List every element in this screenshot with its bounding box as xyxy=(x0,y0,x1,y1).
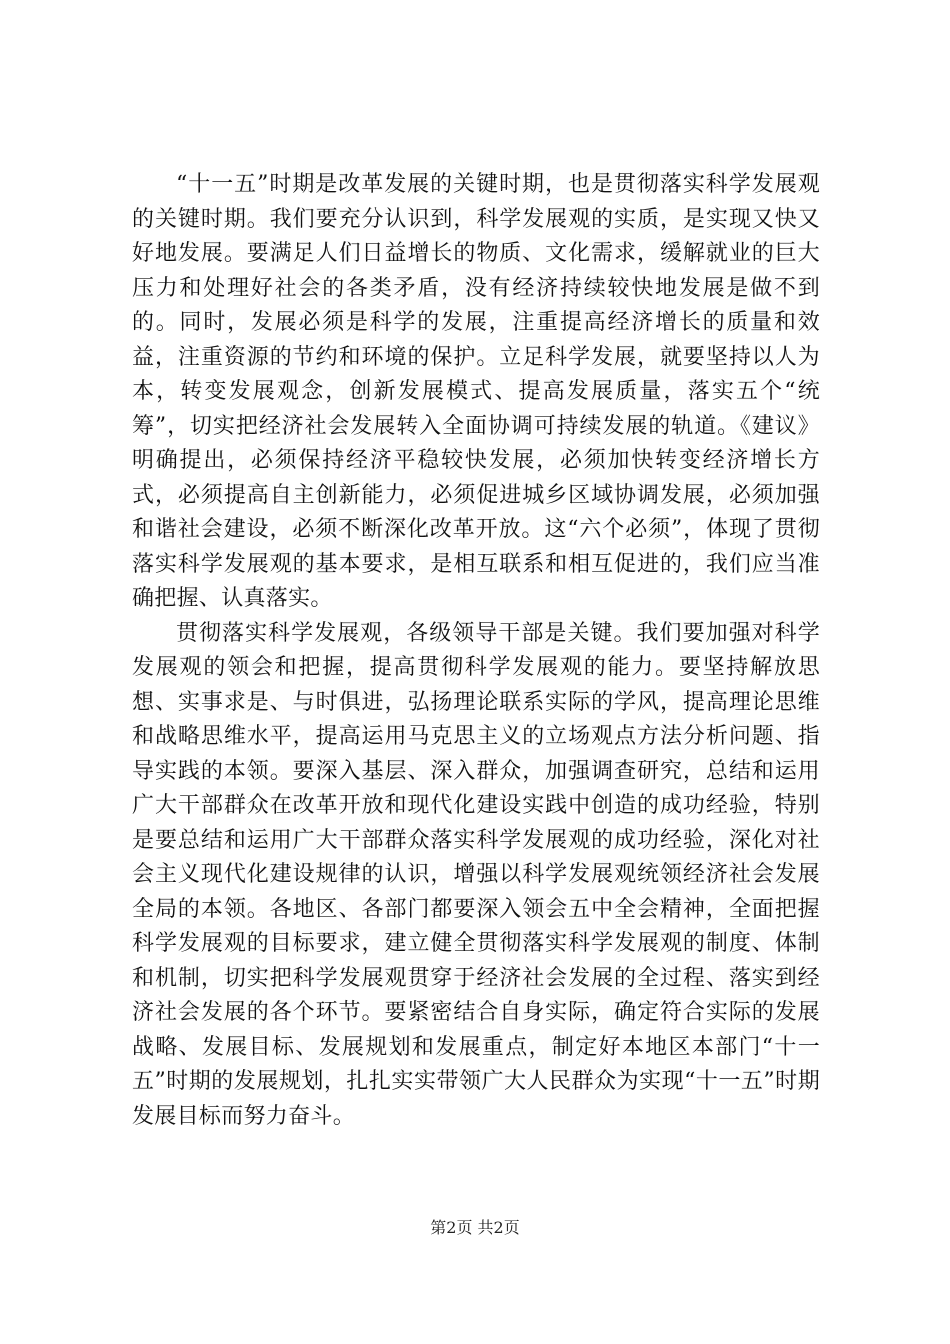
page-footer xyxy=(0,1216,950,1240)
body-text xyxy=(132,168,820,1134)
page-number: 第2页 共2页 xyxy=(430,1218,520,1237)
paragraph-1: “十一五”时期是改革发展的关键时期，也是贯彻落实科学发展观的关键时期。我们要充分认识到，科学发展观的实质，是实现又快又好地发展。要满足人们日益增长的物质、文化需求，缓解就业的巨大压力和处理好社会的各类矛盾，没有经济持续较快地发展是做不到的。同时，发展必须是科学的发展，注重提高经济增长的质量和效益，注重资源的节约和环境的保护。立足科学发展，就要坚持以人为本，转变发展观念，创新发展模式、提高发展质量，落实五个“统筹”，切实把经济社会发展转入全面协调可持续发展的轨道。《建议》明确提出，必须保持经济平稳较快发展，必须加快转变经济增长方式，必须提高自主创新能力，必须促进城乡区域协调发展，必须加强和谐社会建设，必须不断深化改革开放。这“六个必须”，体现了贯彻落实科学发展观的基本要求，是相互联系和相互促进的，我们应当准确把握、认真落实。 xyxy=(132,172,820,611)
paragraph-2: 贯彻落实科学发展观，各级领导干部是关键。我们要加强对科学发展观的领会和把握，提高贯彻科学发展观的能力。要坚持解放思想、实事求是、与时俱进，弘扬理论联系实际的学风，提高理论思维和战略思维水平，提高运用马克思主义的立场观点方法分析问题、指导实践的本领。要深入基层、深入群众，加强调查研究，总结和运用广大干部群众在改革开放和现代化建设实践中创造的成功经验，特别是要总结和运用广大干部群众落实科学发展观的成功经验，深化对社会主义现代化建设规律的认识，增强以科学发展观统领经济社会发展全局的本领。各地区、各部门都要深入领会五中全会精神，全面把握科学发展观的目标要求，建立健全贯彻落实科学发展观的制度、体制和机制，切实把科学发展观贯穿于经济社会发展的全过程、落实到经济社会发展的各个环节。要紧密结合自身实际，确定符合实际的发展战略、发展目标、发展规划和发展重点，制定好本地区本部门“十一五”时期的发展规划，扎扎实实带领广大人民群众为实现“十一五”时期发展目标而努力奋斗。 xyxy=(132,620,820,1129)
